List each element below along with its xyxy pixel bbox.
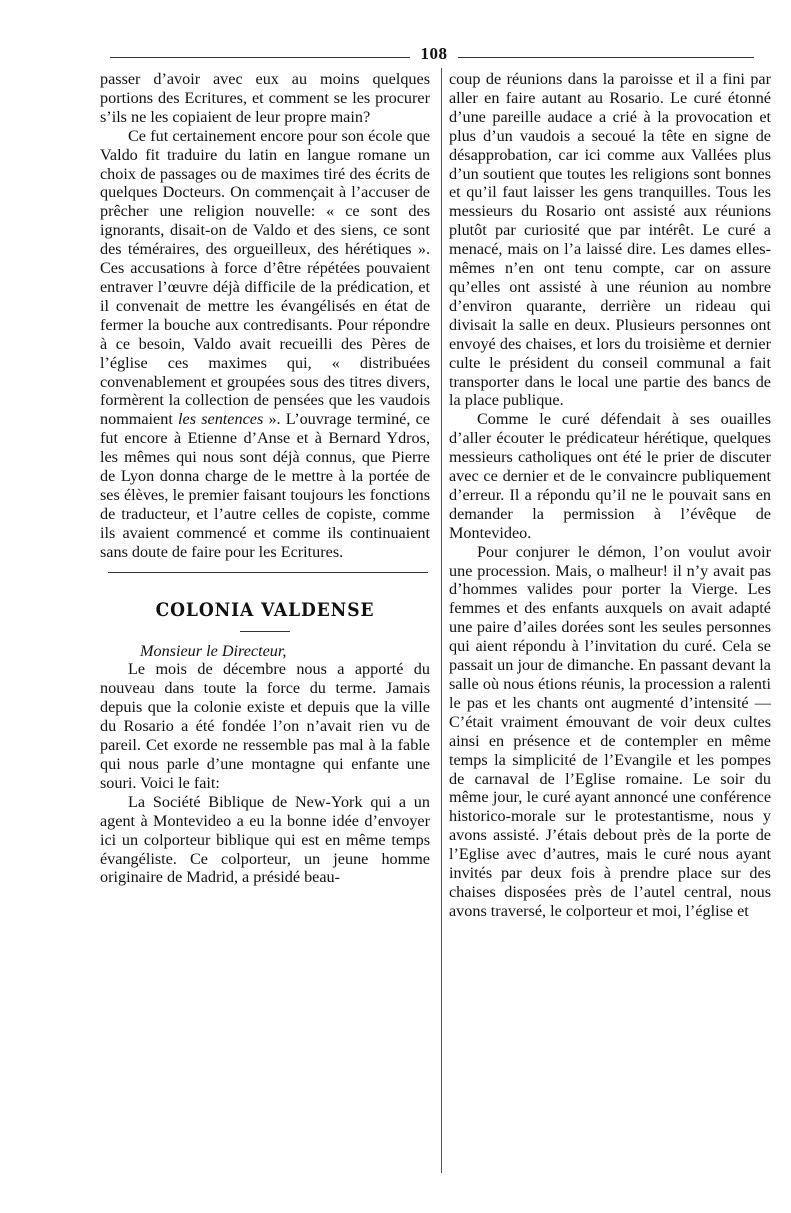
- left-paragraph-2-text-a: Ce fut certainement encore pour son école que Valdo fit traduire du latin en langue romane un choix de passages ou de maximes tiré des écrits de quelques Docteurs. On commençait à l’accuser de prêcher une religion nouvelle: « ce sont des ignorants, disait-on de Valdo et des siens, ce sont des téméraires, des orgueilleux, des hérétiques ». Ces accusations à force d’être répétées pouvaient entraver l’œuvre déjà difficile de la prédication, et il convenait de mettre les évangélisés en état de fermer la bouche aux contredisants. Pour répondre à ce besoin, Valdo avait recueilli des Pères de l’église ces maximes qui, « distribuées convenablement et groupées sous des titres divers, formèrent la collection de pensées que les vaudois nommaient: [100, 126, 430, 429]
- right-paragraph-3: Pour conjurer le démon, l’on voulut avoir une procession. Mais, o malheur! il n’y avait pas d’hommes valides pour porter la Vierge. Les femmes et des enfants auxquels on avait adapté une paire d’ailes dorées sont les seules personnes qui aient répondu à l’invitation du curé. Cela se passait un jour de dimanche. En passant devant la salle où nous étions réunis, la procession a ralenti le pas et les chants ont augmenté d’intensité — C’était vraiment émouvant de voir deux cultes ainsi en présence et de contempler en même temps la simplicité de l’Evangile et les pompes de carnaval de l’Eglise romaine. Le soir du même jour, le curé ayant annoncé une conférence historico-morale sur le protestantisme, nous y avons assisté. J’étais debout près de la porte de l’Eglise avec d’autres, mais le curé nous ayant invités par deux fois à prendre place sur des chaises disposées près de l’autel central, nous avons traversé, le colporteur et moi, l’église et: [449, 542, 771, 920]
- left-paragraph-1: passer d’avoir avec eux au moins quelques portions des Ecritures, et comment se les procurer s’ils ne les copiaient de leur propre main?: [100, 70, 430, 126]
- left-paragraph-2-italic: les sentences: [178, 410, 264, 429]
- left-paragraph-2-text-b: ». L’ouvrage terminé, ce fut encore à Etienne d’Anse et à Bernard Ydros, les mêmes qui nous sont déjà connus, que Pierre de Lyon donna charge de le mettre à la portée de ses élèves, le premier faisant toujours les fonctions de traducteur, et l’autre celles de copiste, comme ils avaient commencé et comme ils continuaient sans doute de faire pour les Ecritures.: [100, 410, 430, 561]
- header-rule-right: [458, 57, 754, 58]
- right-column: [449, 70, 771, 921]
- left-paragraph-3: Le mois de décembre nous a apporté du nouveau dans toute la force du terme. Jamais depuis que la colonie existe et depuis que la ville du Rosario a été fondée l’on n’avait rien vu de pareil. Cet exorde ne ressemble pas mal à la fable qui nous parle d’une montagne qui enfante une souri. Voici le fait:: [100, 660, 430, 792]
- left-paragraph-2: [100, 127, 430, 562]
- header-rule-left: [110, 57, 410, 58]
- column-divider: [441, 68, 442, 1173]
- left-column: [100, 70, 430, 887]
- left-paragraph-4: La Société Biblique de New-York qui a un agent à Montevideo a eu la bonne idée d’envoyer ici un colporteur biblique qui est en même temps évangéliste. Ce colporteur, un jeune homme originaire de Madrid, a présidé beau-: [100, 792, 430, 887]
- right-paragraph-2: Comme le curé défendait à ses ouailles d’aller écouter le prédicateur hérétique, quelques messieurs catholiques ont été le prier de discuter avec ce dernier et de le convaincre publiquement d’erreur. Il a répondu qu’il ne le pouvait sans en demander la permission à l’évêque de Montevideo.: [449, 410, 771, 542]
- page-number: 108: [420, 44, 448, 63]
- section-divider-rule: [108, 572, 428, 573]
- salutation: Monsieur le Directeur,: [140, 641, 287, 660]
- title-underline-rule: [240, 631, 290, 632]
- section-title: COLONIA VALDENSE: [155, 598, 375, 621]
- right-paragraph-1: coup de réunions dans la paroisse et il a fini par aller en faire autant au Rosario. Le curé étonné d’une pareille audace a crié à la provocation et plus d’un vaudois a secoué la tête en signe de désapprobation, car ici comme aux Vallées plus d’un soutient que toutes les religions sont bonnes et qu’il faut laisser les gens tranquilles. Tous les messieurs du Rosario ont assisté aux réunions plutôt par curiosité que par intérêt. Le curé a menacé, mais on l’a laissé dire. Les dames elles-mêmes n’en ont tenu compte, car on assure qu’elles ont assisté à une réunion au nombre d’environ quarante, derrière un rideau qui divisait la salle en deux. Plusieurs personnes ont envoyé des chaises, et lors du troisième et dernier culte le président du conseil communal a fait transporter dans le local une partie des bancs de la place publique.: [449, 70, 771, 410]
